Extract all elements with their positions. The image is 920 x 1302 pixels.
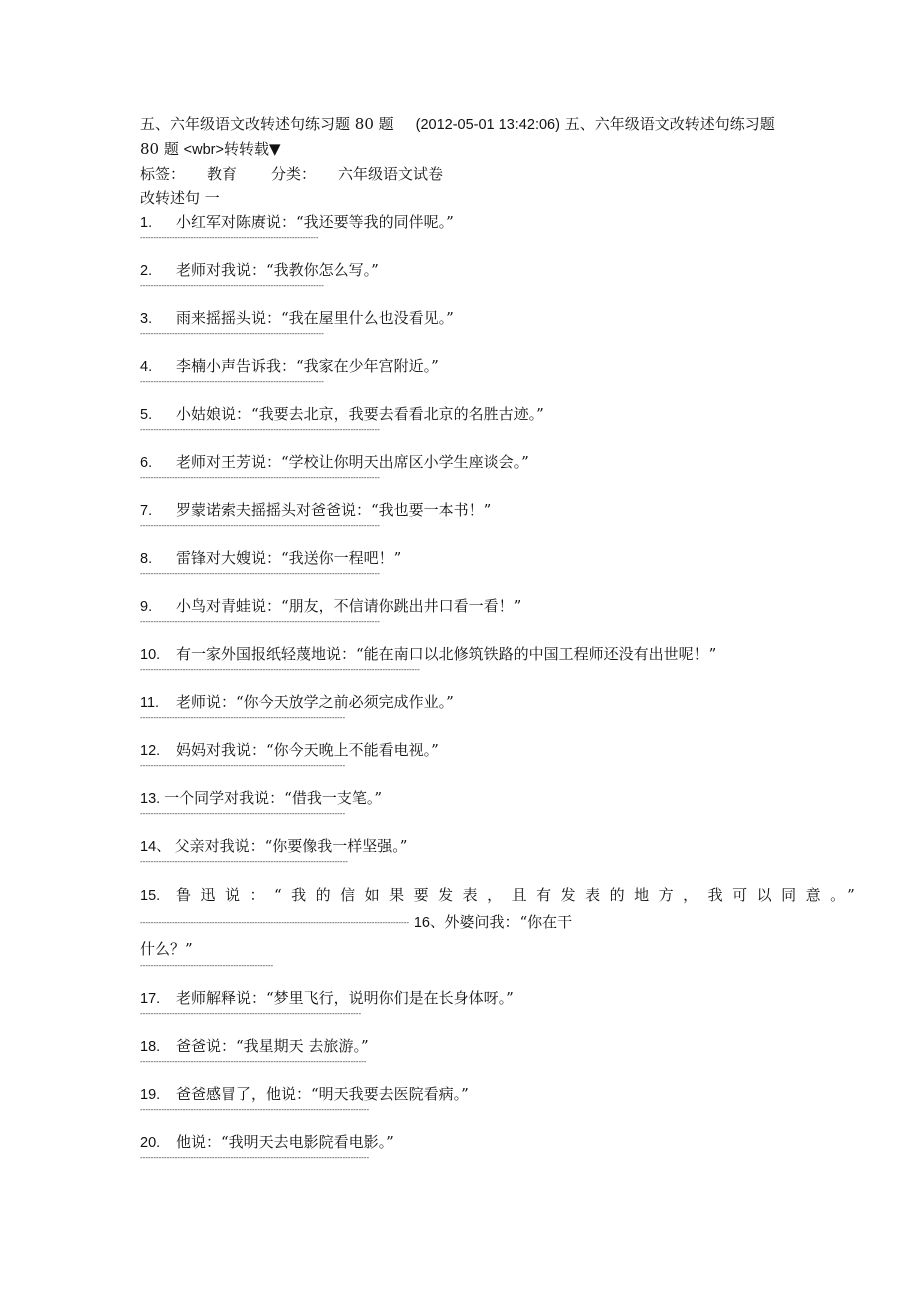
- answer-line: -----------------------------------------------------------------------------------: [140, 1010, 362, 1018]
- question-text: 一个同学对我说：“借我一支笔。”: [164, 789, 383, 807]
- question-number: 20.: [140, 1135, 161, 1151]
- question-text: 老师说：“你今天放学之前必须完成作业。”: [176, 693, 454, 711]
- answer-line: ------------------------------------------------------------------------------: [140, 858, 348, 866]
- question-item: [140, 986, 780, 1010]
- answer-line: --------------------------------------------------------------------------------------: [140, 1154, 370, 1162]
- question-text: 罗蒙诺索夫摇摇头对爸爸说：“我也要一本书！”: [176, 501, 492, 519]
- question-text: 爸爸说：“我星期天 去旅游。”: [176, 1037, 369, 1055]
- question-item: [140, 258, 780, 282]
- question-text: 爸爸感冒了，他说：“明天我要去医院看病。”: [176, 1085, 469, 1103]
- question-text: 父亲对我说：“你要像我一样坚强。”: [174, 837, 408, 855]
- answer-line: ---------------------------------------------------------------------: [140, 282, 324, 290]
- question-item: [140, 1130, 780, 1154]
- question-text: 他说：“我明天去电影院看电影。”: [176, 1133, 394, 1151]
- question-text: 小姑娘说：“我要去北京，我要去看看北京的名胜古迹。”: [176, 405, 544, 423]
- question-item: [140, 786, 780, 810]
- question-number: 17.: [140, 991, 161, 1007]
- question-number-16: 16、: [413, 915, 445, 931]
- answer-line: ------------------------------------------------------------------------------------------: [140, 522, 380, 530]
- repost-link[interactable]: 转转载▼: [223, 140, 281, 158]
- answer-line: ------------------------------------------------------------------------------------------: [140, 474, 380, 482]
- answer-line: -----------------------------------------------------------------------------: [140, 810, 346, 818]
- question-item: [140, 546, 780, 570]
- question-item: [140, 498, 780, 522]
- answer-line: ---------------------------------------------------------------------: [140, 378, 324, 386]
- question-item: [140, 642, 780, 666]
- question-number: 3.: [140, 311, 153, 327]
- question-text: 妈妈对我说：“你今天晚上不能看电视。”: [176, 741, 439, 759]
- question-text: 鲁迅说：“我的信如果要发表，且有发表的地方，我可以同意。”: [176, 886, 865, 904]
- question-list: [140, 210, 780, 866]
- question-number: 1.: [140, 215, 153, 231]
- question-text: 雨来摇摇头说：“我在屋里什么也没看见。”: [176, 309, 454, 327]
- article-title-repeat: 五、六年级语文改转述句练习题 80 题: [140, 115, 775, 158]
- answer-line: ------------------------------------------------------------------------------------------: [140, 618, 380, 626]
- question-item: [140, 354, 780, 378]
- answer-line: -------------------------------------------------------------------: [140, 234, 319, 242]
- category-label: 分类：: [271, 165, 317, 183]
- question-item: [140, 690, 780, 714]
- question-text: 李楠小声告诉我：“我家在少年宫附近。”: [176, 357, 439, 375]
- question-number: 6.: [140, 455, 153, 471]
- question-number: 4.: [140, 359, 153, 375]
- question-number: 7.: [140, 503, 153, 519]
- question-item: [140, 1034, 780, 1058]
- question-text: 有一家外国报纸轻蔑地说：“能在南口以北修筑铁路的中国工程师还没有出世呢！”: [176, 645, 717, 663]
- question-text: 小红军对陈赓说：“我还要等我的同伴呢。”: [176, 213, 454, 231]
- question-number: 12.: [140, 743, 161, 759]
- question-item: [140, 1082, 780, 1106]
- question-number: 9.: [140, 599, 153, 615]
- section-heading: 改转述句 一: [140, 189, 220, 207]
- question-number: 8.: [140, 551, 153, 567]
- question-number: 19.: [140, 1087, 161, 1103]
- question-number: 18.: [140, 1039, 161, 1055]
- answer-line: ---------------------------------------------------------------------------------------------------------: [140, 666, 420, 674]
- question-number: 14、: [140, 839, 171, 855]
- question-number: 10.: [140, 647, 161, 663]
- answer-line: ---------------------------------------------------------------------: [140, 330, 324, 338]
- answer-line: -----------------------------------------------------------------------------: [140, 714, 346, 722]
- article-title: 五、六年级语文改转述句练习题 80 题: [140, 115, 394, 133]
- question-text: 老师解释说：“梦里飞行，说明你们是在长身体呀。”: [176, 989, 514, 1007]
- tags-label: 标签：: [140, 165, 186, 183]
- answer-line: ------------------------------------------------------------------------------------------: [140, 426, 380, 434]
- question-15: [140, 882, 865, 970]
- question-text: 老师对我说：“我教你怎么写。”: [176, 261, 379, 279]
- answer-line: -------------------------------------------------------------------------------------: [140, 1058, 367, 1066]
- question-text: 老师对王芳说：“学校让你明天出席区小学生座谈会。”: [176, 453, 529, 471]
- question-text: 小鸟对青蛙说：“朋友，不信请你跳出井口看一看！”: [176, 597, 522, 615]
- answer-line: ------------------------------------------------------------------------------------------: [140, 570, 380, 578]
- question-text-16a: 外婆问我：“你在干: [444, 913, 573, 931]
- question-number: 11.: [140, 695, 160, 711]
- answer-line: --------------------------------------------------------------------------------------: [140, 1106, 370, 1114]
- document-header: [140, 112, 780, 162]
- question-item: [140, 306, 780, 330]
- tag-education[interactable]: 教育: [207, 165, 238, 183]
- question-list-b: [140, 986, 780, 1162]
- question-item: [140, 210, 780, 234]
- question-number: 13.: [140, 791, 161, 807]
- question-number: 15.: [140, 888, 161, 904]
- post-timestamp: (2012-05-01 13:42:06): [415, 117, 560, 133]
- tags-line: [140, 162, 780, 186]
- answer-line: -----------------------------------------------------------------------------------------------------: [140, 918, 410, 927]
- question-number: 5.: [140, 407, 153, 423]
- question-item: [140, 738, 780, 762]
- answer-line: -----------------------------------------------------------------------------: [140, 762, 346, 770]
- question-item: [140, 450, 780, 474]
- question-text-16b: 什么？”: [140, 940, 193, 958]
- question-item: [140, 594, 780, 618]
- question-item: [140, 834, 780, 858]
- question-text: 雷锋对大嫂说：“我送你一程吧！”: [176, 549, 402, 567]
- answer-line-16: --------------------------------------------------: [140, 962, 274, 970]
- document-page: [140, 112, 865, 1162]
- question-item: [140, 402, 780, 426]
- category-value[interactable]: 六年级语文试卷: [338, 165, 444, 183]
- question-number: 2.: [140, 263, 153, 279]
- wbr-text: <wbr>: [183, 142, 224, 158]
